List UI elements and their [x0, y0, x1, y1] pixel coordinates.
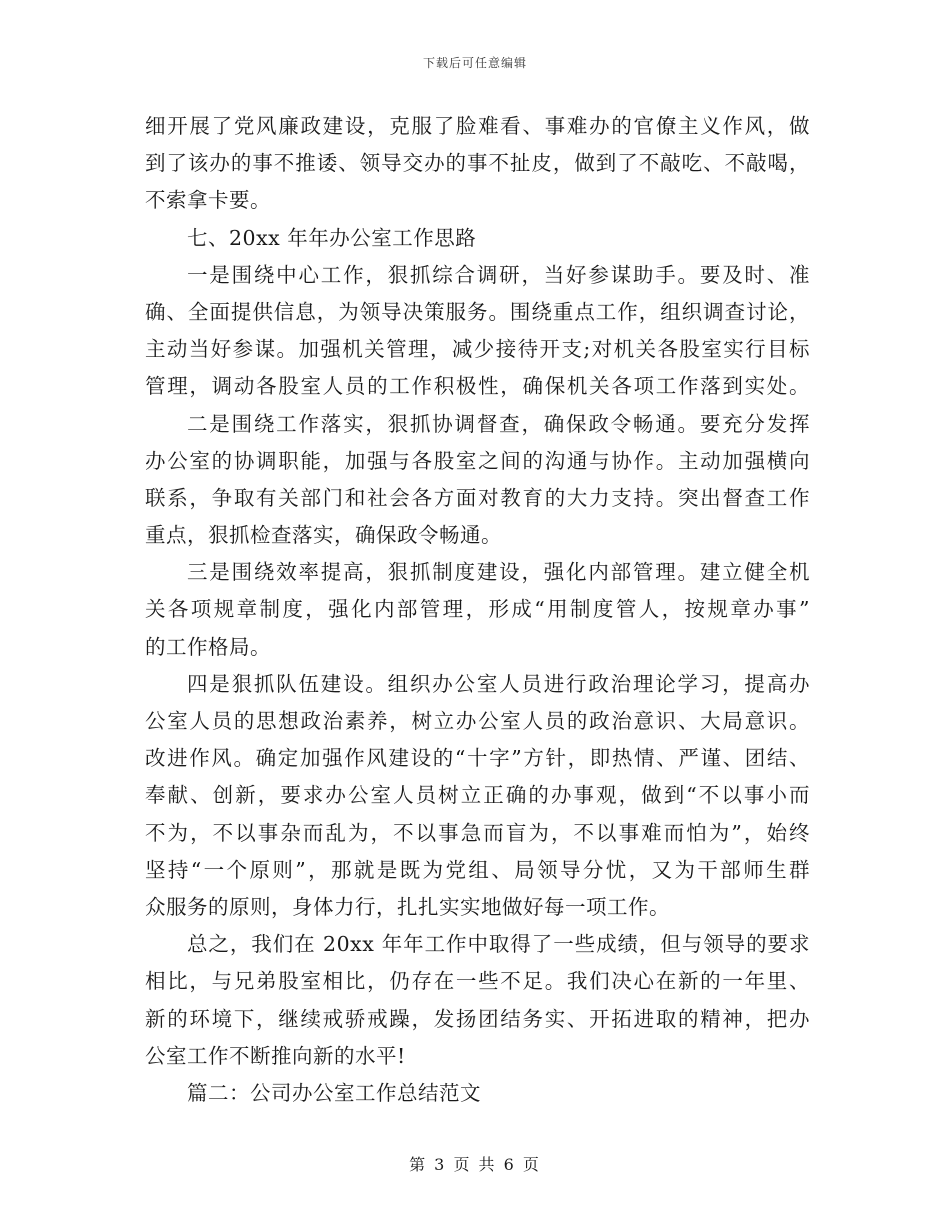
text-line: 不为，不以事杂而乱为，不以事急而盲为，不以事难而怕为”，始终 — [145, 820, 810, 845]
text-line: 四是狠抓队伍建设。组织办公室人员进行政治理论学习，提高办 — [187, 671, 810, 696]
text-line: 联系，争取有关部门和社会各方面对教育的大力支持。突出督查工作 — [145, 485, 810, 510]
document-body — [145, 108, 810, 1112]
text-line: 新的环境下，继续戒骄戒躁，发扬团结务实、开拓进取的精神，把办 — [145, 1006, 810, 1031]
text-line: 改进作风。确定加强作风建设的“十字”方针，即热情、严谨、团结、 — [145, 746, 810, 771]
text-line: 主动当好参谋。加强机关管理，减少接待开支;对机关各股室实行目标 — [145, 337, 810, 362]
text-line: 办公室的协调职能，加强与各股室之间的沟通与协作。主动加强横向 — [145, 448, 810, 473]
header-note: 下载后可任意编辑 — [422, 56, 527, 70]
text-line: 奉献、创新，要求办公室人员树立正确的办事观，做到“不以事小而 — [145, 783, 810, 808]
text-line: 重点，狠抓检查落实，确保政令畅通。 — [145, 523, 502, 548]
page-number-footer: 第 3 页 共 6 页 — [409, 1155, 541, 1174]
text-line: 细开展了党风廉政建设，克服了脸难看、事难办的官僚主义作风，做 — [145, 114, 810, 138]
text-line: 总之，我们在 20xx 年年工作中取得了一些成绩，但与领导的要求 — [187, 932, 810, 957]
text-line: 到了该办的事不推诿、领导交办的事不扯皮，做到了不敲吃、不敲喝， — [145, 151, 810, 176]
text-line: 二是围绕工作落实，狠抓协调督查，确保政令畅通。要充分发挥 — [187, 411, 810, 436]
text-line: 篇二：公司办公室工作总结范文 — [187, 1080, 481, 1105]
text-line: 公室工作不断推向新的水平! — [145, 1043, 406, 1068]
text-line: 管理，调动各股室人员的工作积极性，确保机关各项工作落到实处。 — [145, 374, 810, 399]
text-line: 众服务的原则，身体力行，扎扎实实地做好每一项工作。 — [145, 894, 670, 919]
text-line: 相比，与兄弟股室相比，仍存在一些不足。我们决心在新的一年里、 — [145, 969, 810, 994]
text-line: 一是围绕中心工作，狠抓综合调研，当好参谋助手。要及时、准 — [187, 262, 810, 287]
text-line: 不索拿卡要。 — [145, 188, 271, 213]
text-line: 三是围绕效率提高，狠抓制度建设，强化内部管理。建立健全机 — [187, 560, 810, 585]
text-line: 关各项规章制度，强化内部管理，形成“用制度管人，按规章办事” — [145, 597, 810, 622]
text-line: 七、20xx 年年办公室工作思路 — [187, 225, 477, 250]
text-line: 的工作格局。 — [145, 634, 271, 659]
text-line: 确、全面提供信息，为领导决策服务。围绕重点工作，组织调查讨论， — [145, 299, 810, 324]
text-line: 坚持“一个原则”，那就是既为党组、局领导分忧，又为干部师生群 — [145, 857, 810, 882]
text-line: 公室人员的思想政治素养，树立办公室人员的政治意识、大局意识。 — [145, 709, 810, 733]
